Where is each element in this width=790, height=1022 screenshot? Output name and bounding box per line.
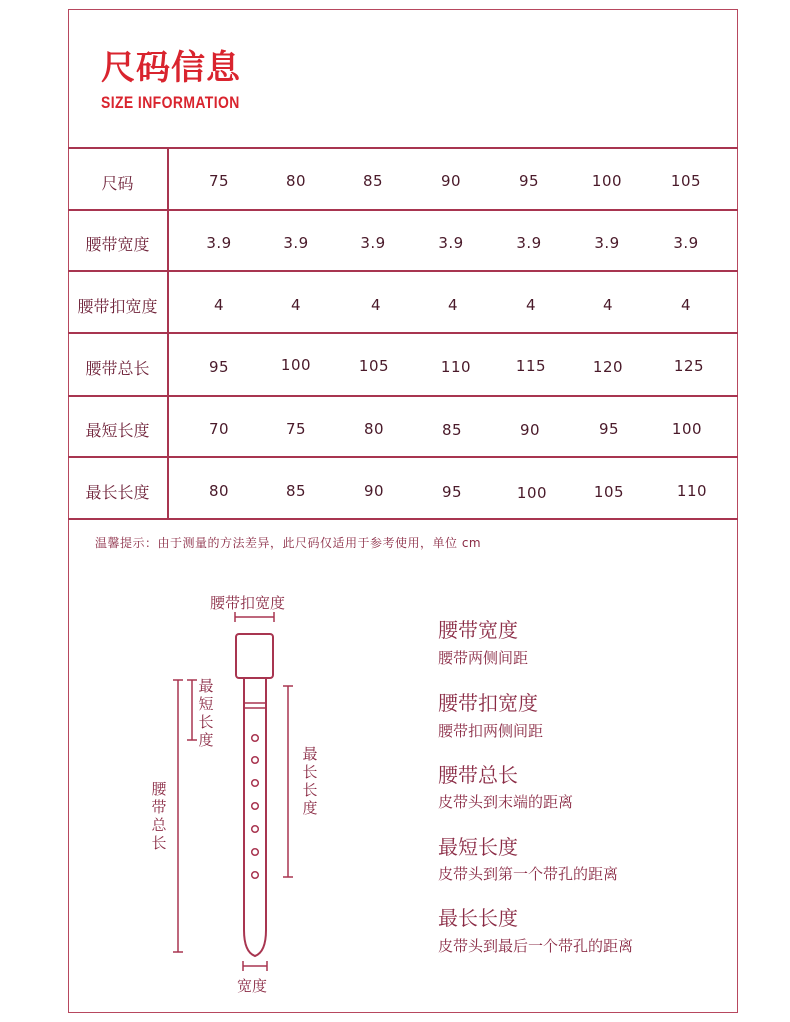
belt-hole (252, 826, 259, 833)
diagram-label-total: 腰带总长 (151, 780, 167, 852)
table-cell: 4 (680, 296, 692, 314)
table-cell: 3.9 (360, 234, 386, 252)
table-cell: 4 (290, 296, 302, 314)
definition-desc: 皮带头到末端的距离 (438, 793, 574, 811)
table-cell: 105 (358, 357, 390, 375)
table-cell: 115 (515, 357, 547, 375)
belt-buckle (236, 634, 273, 678)
belt-hole (252, 803, 259, 810)
table-cell: 110 (676, 482, 708, 500)
table-cell: 90 (363, 482, 385, 500)
title-chinese: 尺码信息 (101, 48, 241, 88)
table-cell: 3.9 (594, 234, 620, 252)
row-label-longest-length: 最长长度 (85, 483, 150, 502)
definition-title: 腰带扣宽度 (438, 691, 538, 715)
definition-title: 腰带总长 (438, 763, 518, 787)
definition-title: 腰带宽度 (438, 618, 518, 642)
table-cell: 3.9 (283, 234, 309, 252)
table-cell: 4 (602, 296, 614, 314)
table-cell: 90 (440, 172, 462, 190)
belt-hole (252, 849, 259, 856)
table-cell: 3.9 (516, 234, 542, 252)
table-cell: 95 (441, 483, 463, 501)
table-cell: 100 (591, 172, 623, 190)
row-label-buckle-width: 腰带扣宽度 (77, 297, 158, 316)
measurement-note: 温馨提示：由于测量的方法差异，此尺码仅适用于参考使用，单位 cm (95, 536, 482, 550)
table-cell: 105 (593, 483, 625, 501)
table-cell: 125 (673, 357, 705, 375)
table-cell: 95 (598, 420, 620, 438)
table-cell: 95 (518, 172, 540, 190)
row-label-belt-width: 腰带宽度 (85, 235, 150, 254)
diagram-label-width: 宽度 (237, 977, 268, 995)
table-cell: 4 (370, 296, 382, 314)
table-cell: 70 (208, 420, 230, 438)
table-cell: 85 (362, 172, 384, 190)
table-cell: 4 (447, 296, 459, 314)
row-label-shortest-length: 最短长度 (85, 421, 150, 440)
table-cell: 95 (208, 358, 230, 376)
table-cell: 110 (440, 358, 472, 376)
table-cell: 75 (285, 420, 307, 438)
definition-desc: 腰带扣两侧间距 (438, 722, 544, 740)
table-cell: 105 (670, 172, 702, 190)
row-label-size: 尺码 (101, 174, 134, 193)
row-label-total-length: 腰带总长 (85, 359, 150, 378)
belt-strap (244, 678, 266, 956)
table-cell: 100 (516, 484, 548, 502)
definition-desc: 皮带头到第一个带孔的距离 (438, 865, 619, 883)
title-english: SIZE INFORMATION (101, 93, 240, 112)
table-cell: 85 (441, 421, 463, 439)
belt-hole (252, 780, 259, 787)
table-cell: 100 (280, 356, 312, 374)
table-cell: 4 (525, 296, 537, 314)
table-cell: 3.9 (206, 234, 232, 252)
table-cell: 3.9 (673, 234, 699, 252)
belt-hole (252, 757, 259, 764)
table-cell: 85 (285, 482, 307, 500)
table-cell: 80 (285, 172, 307, 190)
table-cell: 120 (592, 358, 624, 376)
table-cell: 75 (208, 172, 230, 190)
definition-desc: 腰带两侧间距 (438, 649, 529, 667)
diagram-label-shortest: 最短长度 (198, 677, 214, 749)
table-cell: 80 (208, 482, 230, 500)
definition-title: 最长长度 (438, 906, 518, 930)
belt-hole (252, 735, 259, 742)
table-cell: 3.9 (438, 234, 464, 252)
definition-desc: 皮带头到最后一个带孔的距离 (438, 937, 634, 955)
table-cell: 80 (363, 420, 385, 438)
belt-hole (252, 872, 259, 879)
diagram-label-buckle-width: 腰带扣宽度 (210, 594, 286, 612)
table-cell: 90 (519, 421, 541, 439)
diagram-label-longest: 最长长度 (302, 745, 318, 817)
definition-title: 最短长度 (438, 835, 518, 859)
table-cell: 4 (213, 296, 225, 314)
table-cell: 100 (671, 420, 703, 438)
